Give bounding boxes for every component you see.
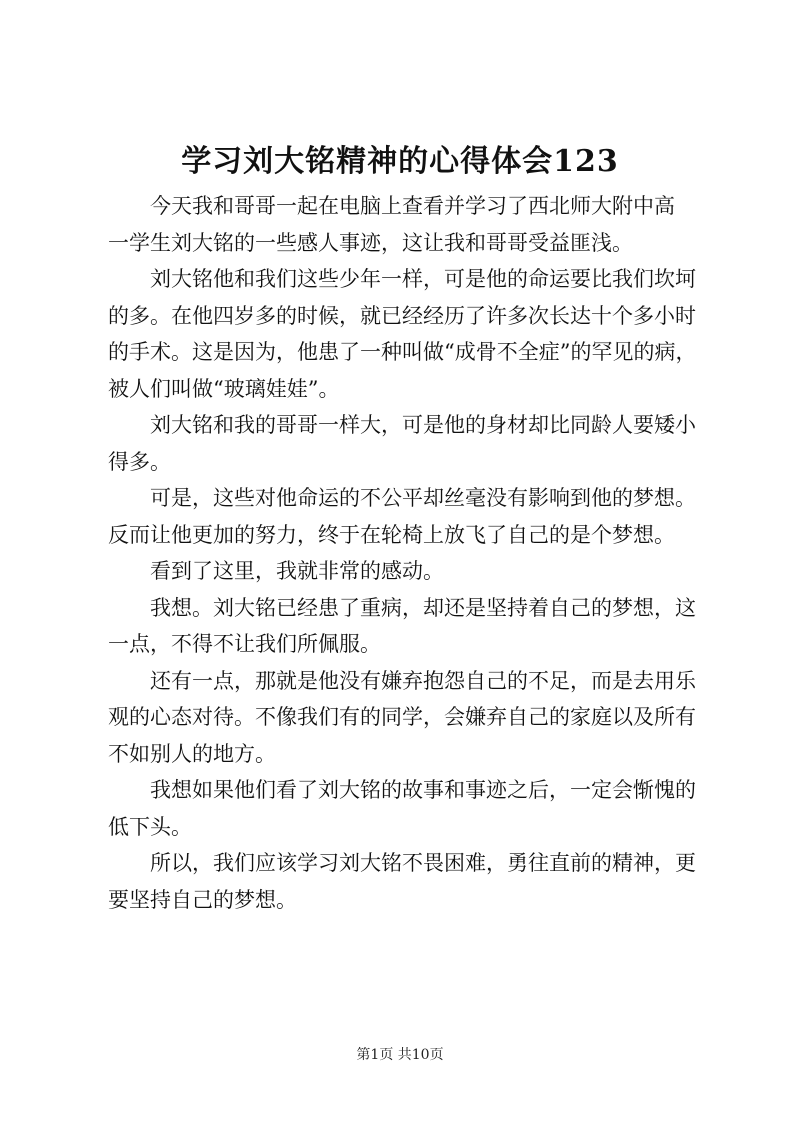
document-title: 学习刘大铭精神的心得体会123: [181, 144, 619, 179]
paragraph-line: 刘大铭他和我们这些少年一样，可是他的命运要比我们坎坷: [150, 267, 696, 291]
paragraph: [108, 590, 708, 663]
paragraph: [108, 407, 708, 480]
paragraph-line: 看到了这里，我就非常的感动。: [150, 559, 444, 583]
paragraph: [108, 663, 708, 773]
paragraph-line: 低下头。: [108, 814, 192, 839]
paragraph: [108, 772, 708, 845]
paragraph-line: 被人们叫做“玻璃娃娃”。: [108, 376, 340, 401]
paragraph-line: 的多。在他四岁多的时候，就已经经历了许多次长达十个多小时: [108, 303, 696, 328]
paragraph-line: 的手术。这是因为，他患了一种叫做“成骨不全症”的罕见的病，: [108, 340, 697, 364]
paragraph: [108, 480, 708, 553]
paragraph-line: 我想。刘大铭已经患了重病，却还是坚持着自己的梦想，这: [150, 595, 696, 620]
paragraph-line: 一学生刘大铭的一些感人事迹，这让我和哥哥受益匪浅。: [108, 230, 633, 255]
paragraph: [108, 261, 708, 407]
paragraph-line: 可是，这些对他命运的不公平却丝毫没有影响到他的梦想。: [150, 486, 696, 510]
paragraph: [108, 553, 708, 590]
paragraph-line: 观的心态对待。不像我们有的同学，会嫌弃自己的家庭以及所有: [108, 705, 696, 729]
paragraph-line: 还有一点，那就是他没有嫌弃抱怨自己的不足，而是去用乐: [150, 668, 696, 693]
paragraph: [108, 188, 708, 261]
paragraph-line: 反而让他更加的努力，终于在轮椅上放飞了自己的是个梦想。: [108, 522, 675, 547]
paragraph-line: 刘大铭和我的哥哥一样大，可是他的身材却比同龄人要矮小: [150, 413, 696, 437]
paragraph-line: 要坚持自己的梦想。: [108, 887, 297, 912]
paragraph-line: 所以，我们应该学习刘大铭不畏困难，勇往直前的精神，更: [150, 851, 696, 875]
paragraph-line: 我想如果他们看了刘大铭的故事和事迹之后，一定会惭愧的: [150, 778, 696, 802]
paragraph-line: 今天我和哥哥一起在电脑上查看并学习了西北师大附中高: [150, 194, 675, 218]
paragraph-line: 不如别人的地方。: [108, 741, 276, 766]
paragraph: [108, 845, 708, 918]
paragraph-line: 得多。: [108, 449, 171, 474]
paragraph-line: 一点，不得不让我们所佩服。: [108, 632, 381, 656]
page-indicator: 第1页 共10页: [356, 1047, 444, 1063]
document-body: [108, 188, 708, 918]
